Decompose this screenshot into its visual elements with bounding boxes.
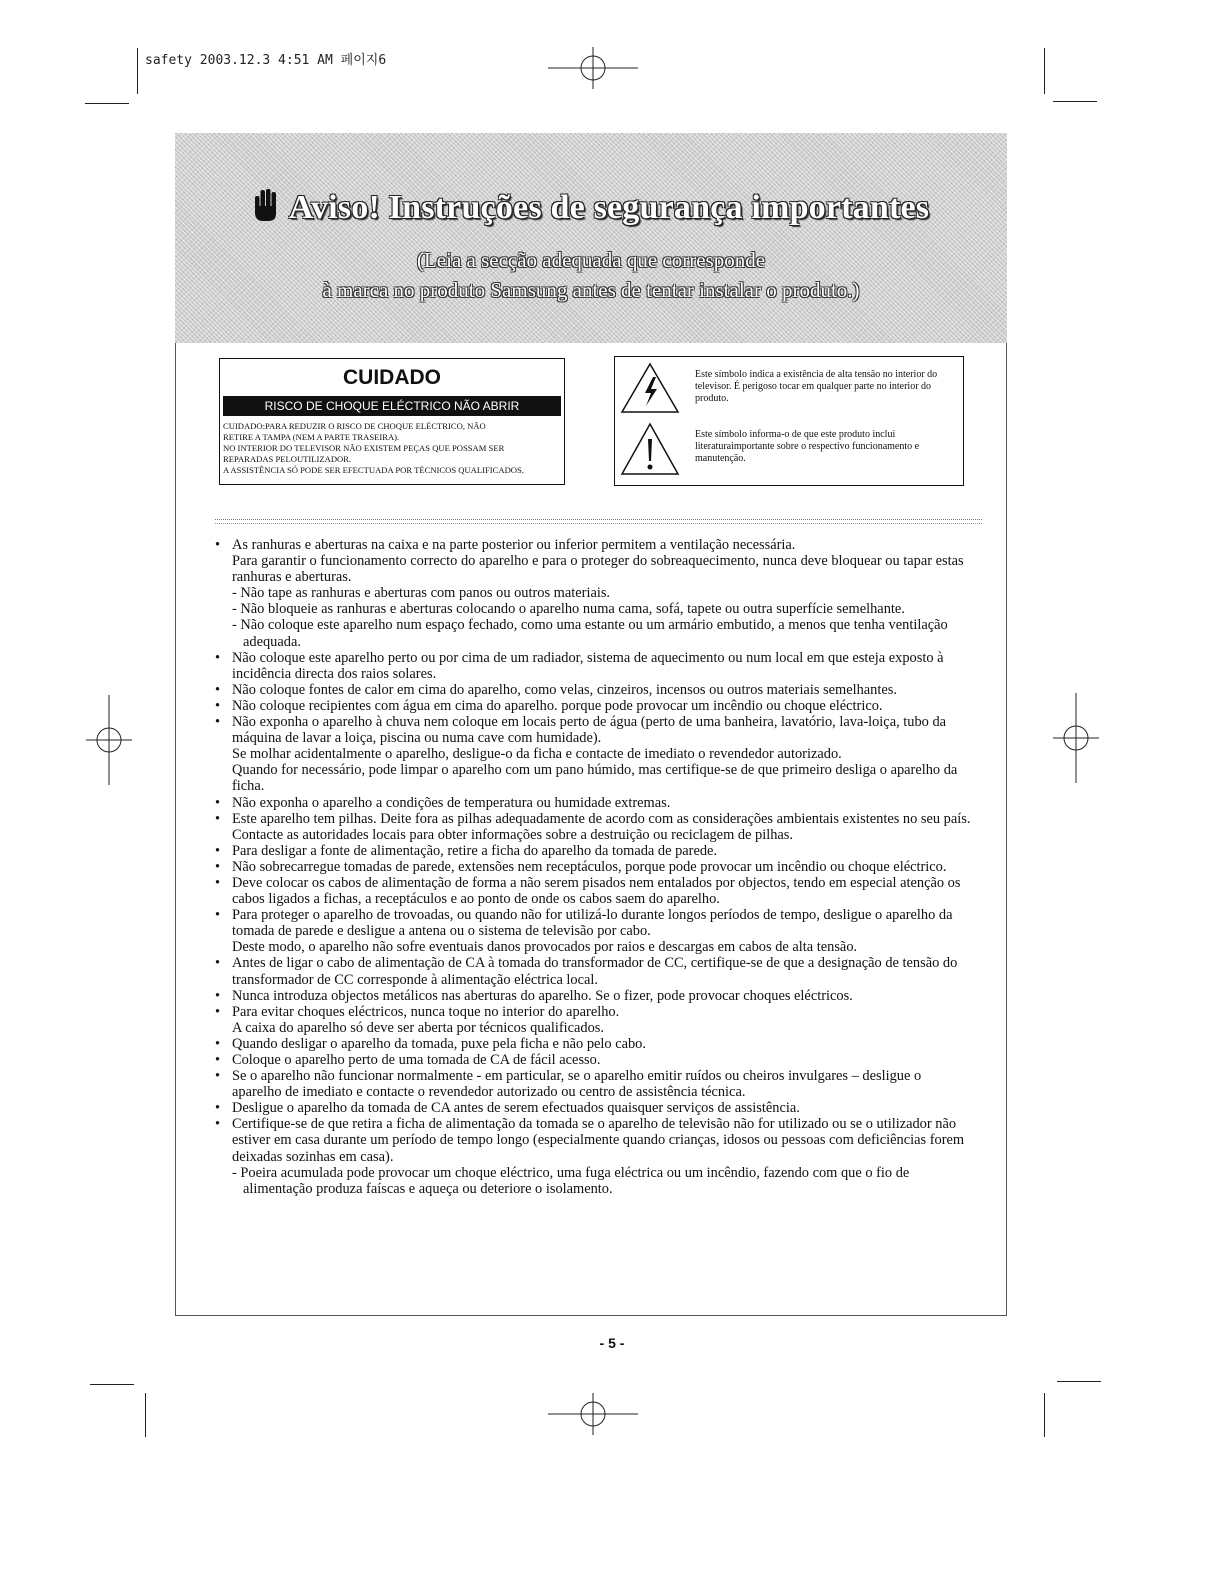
list-item bbox=[212, 537, 972, 650]
list-item bbox=[212, 682, 972, 698]
bullet-mark: • bbox=[215, 1100, 221, 1117]
list-item-paragraph: Não coloque fontes de calor em cima do aparelho, como velas, cinzeiros, incensos ou outros materiais semelhantes. bbox=[232, 681, 897, 698]
bullet-mark: • bbox=[215, 794, 221, 811]
list-sub-item: - Não bloqueie as ranhuras e aberturas colocando o aparelho numa cama, sofá, tapete ou outra superfície semelhante. bbox=[232, 601, 905, 618]
list-item-paragraph: Se molhar acidentalmente o aparelho, desligue-o da ficha e contacte de imediato o revendedor autorizado. bbox=[232, 746, 842, 763]
list-item bbox=[212, 1004, 972, 1036]
bullet-mark: • bbox=[215, 858, 221, 875]
caution-line: RETIRE A TAMPA (NEM A PARTE TRASEIRA). bbox=[223, 432, 400, 442]
caution-text bbox=[220, 416, 564, 476]
bullet-mark: • bbox=[215, 842, 221, 859]
list-item bbox=[212, 988, 972, 1004]
bullet-mark: • bbox=[215, 874, 221, 891]
bullet-mark: • bbox=[215, 537, 221, 553]
header-band bbox=[175, 133, 1007, 343]
list-sub-item: - Não tape as ranhuras e aberturas com panos ou outros materiais. bbox=[232, 585, 611, 602]
list-sub-item: - Poeira acumulada pode provocar um choque eléctrico, uma fuga eléctrica ou um incêndio, fazendo com que o fio de alimentação produza faíscas e aqueça ou deteriore o isolamento. bbox=[232, 1164, 910, 1197]
bullet-mark: • bbox=[215, 810, 221, 827]
list-item-paragraph: Quando desligar o aparelho da tomada, puxe pela ficha e não pelo cabo. bbox=[232, 1035, 646, 1052]
list-item bbox=[212, 714, 972, 794]
list-item-paragraph: Para garantir o funcionamento correcto do aparelho e para o proteger do sobreaquecimento, nunca deve bloquear ou tapar estas ranhuras e aberturas. bbox=[232, 553, 964, 586]
list-item-paragraph: Não coloque este aparelho perto ou por cima de um radiador, sistema de aquecimento ou num local em que esteja exposto à incidência directa dos raios solares. bbox=[232, 649, 944, 682]
list-item-paragraph: Se o aparelho não funcionar normalmente - em particular, se o aparelho emitir ruídos ou cheiros invulgares – desligue o aparelho de imediato e contacte o revendedor autorizado ou centro de assistência técnica. bbox=[232, 1068, 922, 1101]
list-item-paragraph: Deve colocar os cabos de alimentação de forma a não serem pisados nem entalados por objectos, tendo em especial atenção os cabos ligados a fichas, a receptáculos e ao ponto de onde os cabos saem do aparelho. bbox=[232, 874, 961, 908]
list-item-paragraph: Antes de ligar o cabo de alimentação de CA à tomada do transformador de CC, certifique-se de que a designação de tensão do transformador de CC corresponde à alimentação eléctrica local. bbox=[232, 955, 958, 988]
caution-bar: RISCO DE CHOQUE ELÉCTRICO NÃO ABRIR bbox=[223, 396, 561, 416]
page-number: - 5 - bbox=[599, 1335, 625, 1351]
bullet-mark: • bbox=[215, 1116, 221, 1133]
header-subtitle-line-2: à marca no produto Samsung antes de tentar instalar o produto.) bbox=[322, 278, 860, 302]
list-item-paragraph: As ranhuras e aberturas na caixa e na parte posterior ou inferior permitem a ventilação necessária. bbox=[232, 537, 796, 553]
exclamation-warning-icon bbox=[619, 421, 681, 477]
list-item bbox=[212, 698, 972, 714]
list-item-paragraph: Não coloque recipientes com água em cima do aparelho. porque pode provocar um incêndio ou choque eléctrico. bbox=[232, 697, 883, 714]
caution-line: REPARADAS PELOUTILIZADOR. bbox=[223, 454, 352, 464]
section-divider bbox=[215, 519, 982, 524]
bullet-mark: • bbox=[215, 649, 221, 666]
list-item-paragraph: Quando for necessário, pode limpar o aparelho com um pano húmido, mas certifique-se de que primeiro desliga o aparelho da ficha. bbox=[232, 762, 958, 795]
list-item-paragraph: A caixa do aparelho só deve ser aberta por técnicos qualificados. bbox=[232, 1019, 605, 1036]
crop-mark-top-right-h bbox=[1053, 101, 1097, 102]
symbol-row-exclamation bbox=[615, 421, 963, 481]
bullet-mark: • bbox=[215, 714, 221, 731]
list-item bbox=[212, 1100, 972, 1116]
bullet-mark: • bbox=[215, 907, 221, 924]
list-item bbox=[212, 811, 972, 843]
caution-box bbox=[219, 358, 565, 485]
bullet-mark: • bbox=[215, 955, 221, 972]
list-item-paragraph: Deste modo, o aparelho não sofre eventuais danos provocados por raios e descargas em cabos de alta tensão. bbox=[232, 939, 858, 956]
crop-mark-top-left-v bbox=[137, 48, 138, 94]
list-item bbox=[212, 1116, 972, 1196]
crop-mark-top-right-v bbox=[1044, 48, 1045, 94]
list-item-paragraph: Para desligar a fonte de alimentação, retire a ficha do aparelho da tomada de parede. bbox=[232, 842, 718, 859]
bullet-mark: • bbox=[215, 1035, 221, 1052]
lightning-warning-icon bbox=[619, 361, 681, 415]
safety-instructions-list bbox=[212, 537, 972, 1197]
header-title bbox=[175, 188, 1007, 227]
symbols-box bbox=[614, 356, 964, 486]
list-item bbox=[212, 955, 972, 987]
symbol-lightning-text: Este símbolo indica a existência de alta tensão no interior do televisor. É perigoso tocar em qualquer parte no interior do produto. bbox=[695, 369, 938, 404]
list-item-paragraph: Não exponha o aparelho à chuva nem coloque em locais perto de água (perto de uma banheira, lavatório, lava-loiça, tubo da máquina de lavar a loiça, piscina ou numa cave com humidade). bbox=[232, 714, 947, 747]
registration-mark-left bbox=[86, 695, 132, 785]
list-item-paragraph: Nunca introduza objectos metálicos nas aberturas do aparelho. Se o fizer, pode provocar choques eléctricos. bbox=[232, 987, 853, 1004]
header-title-text: Aviso! Instruções de segurança importantes bbox=[288, 189, 930, 226]
list-item-paragraph: Para evitar choques eléctricos, nunca toque no interior do aparelho. bbox=[232, 1003, 620, 1020]
crop-mark-bottom-left-v bbox=[145, 1393, 146, 1437]
caution-line: CUIDADO:PARA REDUZIR O RISCO DE CHOQUE ELÉCTRICO, NÃO bbox=[223, 421, 486, 431]
list-item-paragraph: Não exponha o aparelho a condições de temperatura ou humidade extremas. bbox=[232, 794, 671, 811]
file-print-stamp: safety 2003.12.3 4:51 AM 페이지6 bbox=[145, 53, 387, 68]
header-subtitle-line-1: (Leia a secção adequada que corresponde bbox=[416, 248, 766, 272]
list-item bbox=[212, 907, 972, 955]
list-item-paragraph: Certifique-se de que retira a ficha de alimentação da tomada se o aparelho de televisão não for utilizado ou se o utilizador não estiver em casa durante um período de tempo longo (especialmente quando crianças, idosos ou pessoas com deficiências forem deixadas sozinhas em casa). bbox=[232, 1116, 965, 1165]
list-item bbox=[212, 1068, 972, 1100]
list-item-paragraph: Coloque o aparelho perto de uma tomada de CA de fácil acesso. bbox=[232, 1052, 601, 1068]
hand-stop-icon bbox=[253, 188, 279, 222]
bullet-mark: • bbox=[215, 1003, 221, 1020]
list-item bbox=[212, 795, 972, 811]
bullet-mark: • bbox=[215, 681, 221, 698]
crop-mark-top-left-h bbox=[85, 103, 129, 104]
bullet-mark: • bbox=[215, 697, 221, 714]
caution-line: NO INTERIOR DO TELEVISOR NÃO EXISTEM PEÇAS QUE POSSAM SER bbox=[223, 443, 505, 453]
registration-mark-bottom bbox=[548, 1391, 638, 1437]
list-item-paragraph: Para proteger o aparelho de trovoadas, ou quando não for utilizá-lo durante longos períodos de tempo, desligue o aparelho da tomada de parede e desligue a antena ou o sistema de televisão por cabo. bbox=[232, 907, 953, 940]
list-item bbox=[212, 1036, 972, 1052]
list-item-paragraph: Este aparelho tem pilhas. Deite fora as pilhas adequadamente de acordo com as considerações ambientais existentes no seu país. Contacte as autoridades locais para obter informações sobre a destruição ou reciclagem de pilhas. bbox=[232, 810, 971, 843]
crop-mark-bottom-right-v bbox=[1044, 1393, 1045, 1437]
list-item bbox=[212, 843, 972, 859]
list-item bbox=[212, 859, 972, 875]
list-item bbox=[212, 650, 972, 682]
bullet-mark: • bbox=[215, 1052, 221, 1068]
caution-title: CUIDADO bbox=[343, 366, 441, 389]
list-item-paragraph: Não sobrecarregue tomadas de parede, extensões nem receptáculos, porque pode provocar um incêndio ou choque eléctrico. bbox=[232, 858, 947, 875]
crop-mark-bottom-left-h bbox=[90, 1384, 134, 1385]
list-item bbox=[212, 1052, 972, 1068]
caution-line: A ASSISTÊNCIA SÓ PODE SER EFECTUADA POR TÉCNICOS QUALIFICADOS. bbox=[223, 465, 524, 475]
list-item-paragraph: Desligue o aparelho da tomada de CA antes de serem efectuados quaisquer serviços de assistência. bbox=[232, 1100, 800, 1117]
crop-mark-bottom-right-h bbox=[1057, 1381, 1101, 1382]
list-item bbox=[212, 875, 972, 907]
symbol-exclamation-text: Este símbolo informa-o de que este produto inclui literaturaimportante sobre o respectivo funcionamento e manutenção. bbox=[695, 429, 920, 464]
bullet-mark: • bbox=[215, 1068, 221, 1085]
registration-mark-right bbox=[1053, 693, 1099, 783]
registration-mark-top bbox=[548, 45, 638, 91]
symbol-row-lightning bbox=[615, 361, 963, 421]
list-sub-item: - Não coloque este aparelho num espaço fechado, como uma estante ou um armário embutido, a menos que tenha ventilação adequada. bbox=[232, 617, 948, 650]
bullet-mark: • bbox=[215, 987, 221, 1004]
